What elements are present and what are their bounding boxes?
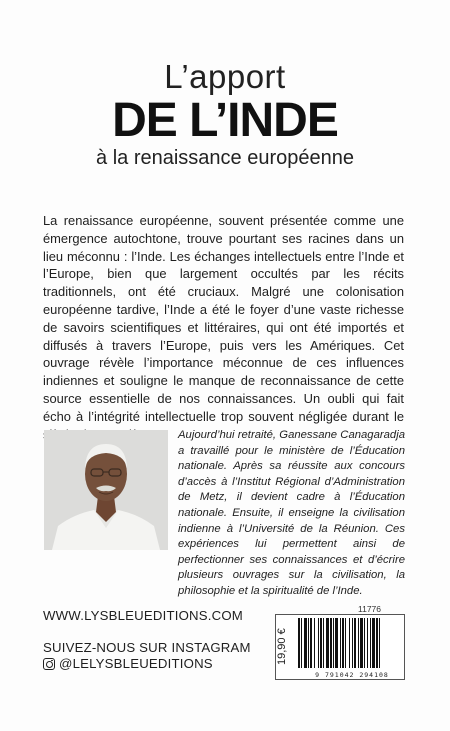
instagram-handle: @LELYSBLEUEDITIONS xyxy=(59,656,213,671)
author-portrait-image xyxy=(44,430,168,550)
title-subtitle: à la renaissance européenne xyxy=(96,147,354,169)
instagram-follow-text: SUIVEZ-NOUS SUR INSTAGRAM xyxy=(43,640,251,655)
author-bio: Aujourd’hui retraité, Ganessane Canagaradja a travaillé pour le ministère de l’Éducation nationale. Après sa réussite aux concours d’accès à l’Institut Régional d’Administration de Metz, il devient cadre à l’Éducation nationale. Ensuite, il enseigne la civilisation indienne à l’Université de la Réunion. Ces expériences lui permettent ainsi de perfectionner ses connaissances et d’écrire plusieurs ouvrages sur la civilisation, la philosophie et la spiritualité de l’Inde. xyxy=(178,429,405,597)
product-code: 11776 xyxy=(358,604,382,614)
instagram-handle-row[interactable] xyxy=(43,656,213,671)
isbn-digits: 9 791042 294108 xyxy=(315,671,389,679)
instagram-icon xyxy=(43,658,55,670)
barcode-icon xyxy=(296,618,404,672)
title-line-2: DE L’INDE xyxy=(112,94,338,147)
title-line-1: L’apport xyxy=(164,58,286,95)
title-block xyxy=(0,58,450,170)
blurb-paragraph: La renaissance européenne, souvent présentée comme une émergence autochtone, trouve pourtant ses racines dans un lieu méconnu : l’Inde. Les échanges intellectuels entre l’Inde et l’Europe, bien que largement occultés par les récits traditionnels, ont été cruciaux. Malgré une colonisation européenne tardive, l’Inde a été le foyer d’une vaste richesse de savoirs scientifiques et littéraires, qui ont été importés et diffusés à travers l’Europe, puis vers les Amériques. Cet ouvrage révèle l’importance méconnue de ces influences indiennes et souligne le manque de reconnaissance de cette source essentielle de nos connaissances. Un oubli qui fait écho à l’intégrité intellectuelle trop souvent négligée durant le xyxy=(43,213,404,424)
price-label: 19,90 € xyxy=(276,628,288,666)
author-photo xyxy=(44,430,168,550)
website-link[interactable]: WWW.LYSBLEUEDITIONS.COM xyxy=(43,608,243,623)
